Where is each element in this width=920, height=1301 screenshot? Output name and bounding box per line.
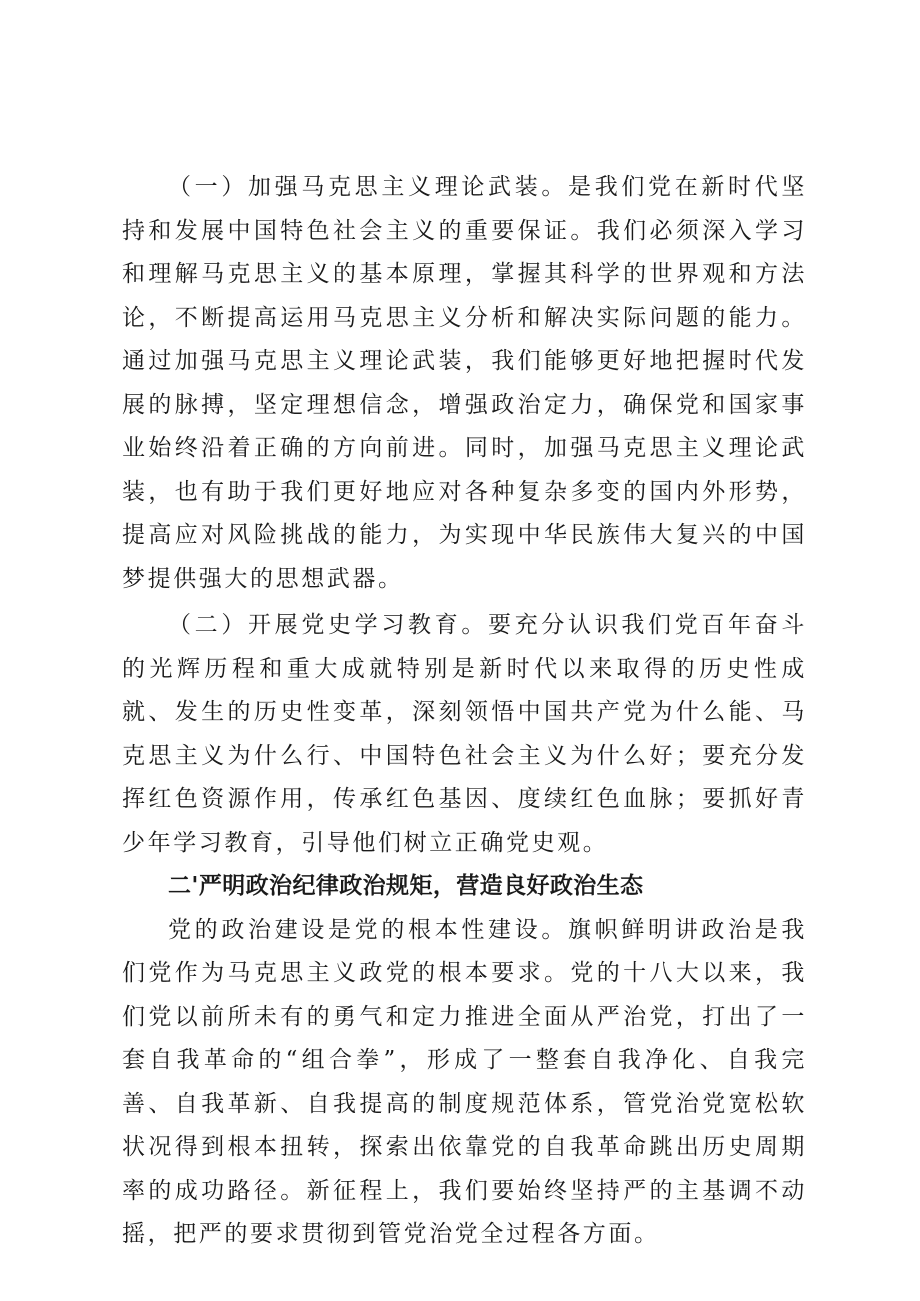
paragraph-party-history: （二）开展党史学习教育。要充分认识我们党百年奋斗的光辉历程和重大成就特别是新时代以来取得的历史性成就、发生的历史性变革，深刻领悟中国共产党为什么能、马克思主义为什么行、中国特色社会主义为什么好；要充分发挥红色资源作用，传承红色基因、度续红色血脉；要抓好青少年学习教育，引导他们树立正确党史观。 (122, 612, 807, 856)
section-heading: 二'严明政治纪律政治规矩，营造良好政治生态 (168, 873, 644, 899)
document-body (122, 166, 807, 1257)
paragraph-theory-armament: （一）加强马克思主义理论武装。是我们党在新时代坚持和发展中国特色社会主义的重要保证。我们必须深入学习和理解马克思主义的基本原理，掌握其科学的世界观和方法论，不断提高运用马克思主义分析和解决实际问题的能力。通过加强马克思主义理论武装，我们能够更好地把握时代发展的脉搏，坚定理想信念，增强政治定力，确保党和国家事业始终沿着正确的方向前进。同时，加强马克思主义理论武装，也有助于我们更好地应对各种复杂多变的国内外形势，提高应对风险挑战的能力，为实现中华民族伟大复兴的中国梦提供强大的思想武器。 (122, 174, 807, 592)
paragraph-political-building: 党的政治建设是党的根本性建设。旗帜鲜明讲政治是我们党作为马克思主义政党的根本要求。党的十八大以来，我们党以前所未有的勇气和定力推进全面从严治党，打出了一套自我革命的“组合拳”，形成了一整套自我净化、自我完善、自我革新、自我提高的制度规范体系，管党治党宽松软状况得到根本扭转，探索出依靠党的自我革命跳出历史周期率的成功路径。新征程上，我们要始终坚持严的主基调不动摇，把严的要求贯彻到管党治党全过程各方面。 (122, 916, 807, 1247)
